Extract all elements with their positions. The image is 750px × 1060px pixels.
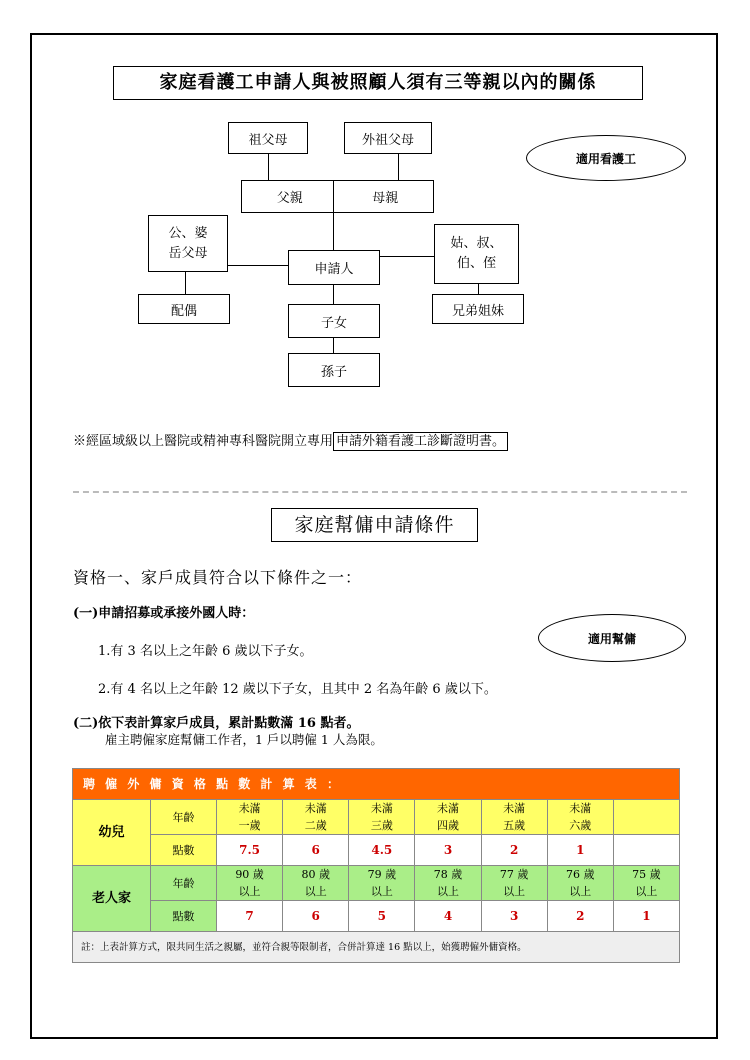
qualification-heading: 資格一、家戶成員符合以下條件之一：	[73, 568, 363, 587]
elder-age-cell: 80 歲 以上	[283, 866, 349, 901]
tree-grandchildren: 孫子	[288, 353, 380, 387]
footnote-row	[73, 932, 680, 963]
tree-children: 子女	[288, 304, 380, 338]
infant-age-label: 年齡	[151, 800, 217, 835]
infant-age-cell: 未滿 四歲	[415, 800, 481, 835]
elder-age-cell: 79 歲 以上	[349, 866, 415, 901]
tree-aunts-line1: 姑、叔、	[450, 236, 503, 251]
infant-age-cell: 未滿 五歲	[481, 800, 547, 835]
elder-points-cell: 6	[283, 901, 349, 932]
infant-points-row	[73, 835, 680, 866]
infant-points-cell-empty	[613, 835, 679, 866]
points-table	[72, 768, 680, 963]
section1-title: 家庭看護工申請人與被照顧人須有三等親以內的關係	[113, 66, 643, 100]
elder-age-cell: 76 歲 以上	[547, 866, 613, 901]
tree-line	[478, 284, 479, 294]
tree-spouse: 配偶	[138, 294, 230, 324]
elder-age-cell: 75 歲 以上	[613, 866, 679, 901]
tree-father: 父親	[276, 191, 303, 206]
infant-age-cell: 未滿 三歲	[349, 800, 415, 835]
tree-in-laws	[148, 215, 228, 272]
tree-in-laws-line1: 公、婆	[168, 225, 208, 241]
elder-age-cell: 77 歲 以上	[481, 866, 547, 901]
infant-age-cell: 未滿 一歲	[217, 800, 283, 835]
elder-points-cell: 4	[415, 901, 481, 932]
section-divider	[73, 491, 687, 493]
elder-age-cell: 78 歲 以上	[415, 866, 481, 901]
tree-line	[398, 154, 399, 180]
elder-age-row	[73, 866, 680, 901]
condition-one-heading: (一)申請招募或承接外國人時：	[73, 606, 255, 621]
infant-points-cell: 7.5	[217, 835, 283, 866]
tree-line	[380, 256, 434, 257]
elder-age-cell: 90 歲 以上	[217, 866, 283, 901]
elder-age-label: 年齡	[151, 866, 217, 901]
elder-points-row	[73, 901, 680, 932]
infant-points-cell: 2	[481, 835, 547, 866]
tree-parents	[241, 180, 434, 213]
infant-points-label: 點數	[151, 835, 217, 866]
tree-line	[333, 180, 334, 213]
section2-title: 家庭幫傭申請條件	[271, 508, 478, 542]
tree-maternal-grandparents: 外祖父母	[344, 122, 432, 154]
diagnosis-note-prefix: ※經區域級以上醫院或精神專科醫院開立專用	[73, 434, 334, 449]
infant-age-row	[73, 800, 680, 835]
table-footnote: 註：上表計算方式，限共同生活之親屬，並符合親等限制者，合併計算達 16 點以上，始獲聘僱外傭資格。	[73, 932, 680, 963]
condition-two-heading: (二)依下表計算家戶成員，累計點數滿 16 點者。	[73, 716, 360, 731]
infant-points-cell: 4.5	[349, 835, 415, 866]
tree-aunts	[434, 224, 519, 284]
tree-aunts-line2: 伯、侄	[456, 256, 496, 271]
points-table-header-row	[73, 769, 680, 800]
elder-label: 老人家	[73, 866, 151, 932]
infant-age-cell: 未滿 二歲	[283, 800, 349, 835]
elder-points-cell: 5	[349, 901, 415, 932]
diagnosis-note	[73, 430, 508, 449]
elder-points-cell: 1	[613, 901, 679, 932]
tree-mother: 母親	[372, 191, 399, 206]
condition-item-2: 2.有 4 名以上之年齡 12 歲以下子女，且其中 2 名為年齡 6 歲以下。	[98, 682, 497, 697]
tree-siblings: 兄弟姐妹	[432, 294, 524, 324]
tree-grandparents: 祖父母	[228, 122, 308, 154]
caregiver-oval-label: 適用看護工	[526, 135, 686, 181]
tree-line	[268, 154, 269, 180]
tree-line	[185, 272, 186, 294]
infant-age-cell-empty	[613, 800, 679, 835]
condition-item-1: 1.有 3 名以上之年齡 6 歲以下子女。	[98, 644, 313, 659]
infant-points-cell: 1	[547, 835, 613, 866]
infant-age-cell: 未滿 六歲	[547, 800, 613, 835]
infant-points-cell: 6	[283, 835, 349, 866]
elder-points-cell: 2	[547, 901, 613, 932]
elder-points-cell: 3	[481, 901, 547, 932]
points-table-header: 聘 僱 外 傭 資 格 點 數 計 算 表 ：	[73, 769, 680, 800]
elder-points-label: 點數	[151, 901, 217, 932]
condition-two-note: 雇主聘僱家庭幫傭工作者，1 戶以聘僱 1 人為限。	[105, 732, 383, 747]
diagnosis-note-boxed: 申請外籍看護工診斷證明書。	[333, 432, 508, 451]
elder-points-cell: 7	[217, 901, 283, 932]
tree-applicant: 申請人	[288, 250, 380, 285]
infant-points-cell: 3	[415, 835, 481, 866]
tree-in-laws-line2: 岳父母	[168, 245, 208, 261]
domestic-helper-oval-label: 適用幫傭	[538, 614, 686, 662]
infant-label: 幼兒	[73, 800, 151, 866]
tree-line	[228, 265, 288, 266]
